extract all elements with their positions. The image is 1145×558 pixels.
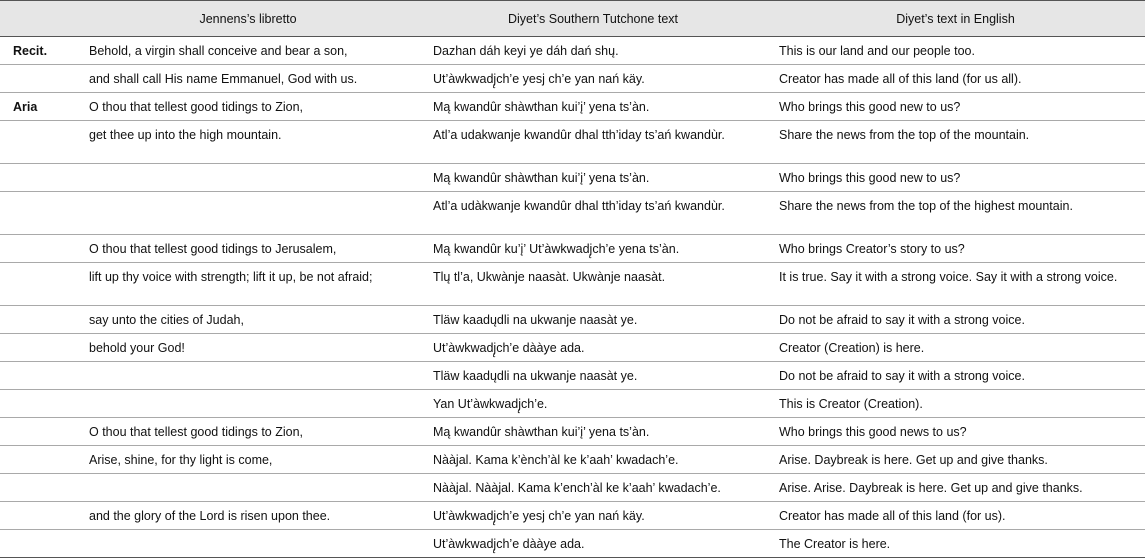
english-cell <box>766 502 1145 530</box>
english-cell-text: Creator (Creation) is here. <box>779 341 925 355</box>
libretto-cell <box>76 263 420 306</box>
header-english-text: Diyet’s text in English <box>766 1 1145 37</box>
tutchone-cell-text: Ut’àwkwadj̨ch’e dààye ada. <box>433 537 585 551</box>
section-label-cell-text: Recit. <box>13 44 48 58</box>
english-cell-text: The Creator is here. <box>779 537 891 551</box>
tutchone-cell <box>420 446 766 474</box>
libretto-cell-text: get thee up into the high mountain. <box>89 128 282 142</box>
tutchone-cell-text: Ut’àwkwadj̨ch’e dààye ada. <box>433 341 585 355</box>
libretto-cell <box>76 334 420 362</box>
header-row <box>0 1 1145 37</box>
libretto-cell-text: say unto the cities of Judah, <box>89 313 244 327</box>
section-label-cell <box>0 530 76 558</box>
english-cell-text: Creator has made all of this land (for us). <box>779 509 1006 523</box>
table-row <box>0 474 1145 502</box>
tutchone-cell-text: Nààjal. Nààjal. Kama k’ench’àl ke k’aah’ kwadach’e. <box>433 481 721 495</box>
tutchone-cell <box>420 121 766 164</box>
table-body <box>0 37 1145 558</box>
libretto-cell <box>76 93 420 121</box>
table-row <box>0 263 1145 306</box>
header-southern-tutchone-text: Diyet’s Southern Tutchone text <box>420 1 766 37</box>
table-row <box>0 446 1145 474</box>
tutchone-cell-text: Mą kwandûr ku’į’ Ut’àwkwadj̨ch’e yena ts’àn. <box>433 242 680 256</box>
libretto-cell <box>76 362 420 390</box>
english-cell <box>766 65 1145 93</box>
table-row <box>0 192 1145 235</box>
libretto-cell-text: Behold, a virgin shall conceive and bear a son, <box>89 44 348 58</box>
libretto-cell-text: and the glory of the Lord is risen upon thee. <box>89 509 331 523</box>
tutchone-cell-text: Nààjal. Kama k’ènch’àl ke k’aah’ kwadach’e. <box>433 453 679 467</box>
tutchone-cell-text: Dazhan dáh keyi ye dáh dań shų. <box>433 44 619 58</box>
libretto-cell <box>76 418 420 446</box>
section-label-cell <box>0 502 76 530</box>
libretto-cell <box>76 164 420 192</box>
english-cell-text: This is Creator (Creation). <box>779 397 923 411</box>
english-cell-text: Who brings this good news to us? <box>779 425 967 439</box>
section-label-cell <box>0 263 76 306</box>
english-cell <box>766 235 1145 263</box>
section-label-cell-text: Aria <box>13 100 38 114</box>
english-cell <box>766 164 1145 192</box>
tutchone-cell-text: Mą kwandûr shàwthan kui’į’ yena ts’àn. <box>433 425 650 439</box>
tutchone-cell <box>420 334 766 362</box>
section-label-cell <box>0 418 76 446</box>
header-section-label <box>0 1 76 37</box>
english-cell <box>766 37 1145 65</box>
english-cell-text: Arise. Daybreak is here. Get up and give thanks. <box>779 453 1048 467</box>
libretto-cell-text: O thou that tellest good tidings to Zion, <box>89 100 304 114</box>
tutchone-cell-text: Atl’a udakwanje kwandûr dhal tth’iday ts’ań kwandùr. <box>433 128 725 142</box>
libretto-cell <box>76 65 420 93</box>
english-cell <box>766 390 1145 418</box>
tutchone-cell-text: Ut’àwkwadj̨ch’e yesj ch’e yan nań käy. <box>433 72 645 86</box>
section-label-cell <box>0 334 76 362</box>
table-row <box>0 164 1145 192</box>
table-row <box>0 37 1145 65</box>
english-cell-text: Do not be afraid to say it with a strong voice. <box>779 369 1025 383</box>
english-cell-text: Who brings this good new to us? <box>779 100 961 114</box>
libretto-cell <box>76 390 420 418</box>
table-row <box>0 65 1145 93</box>
libretto-cell-text: Arise, shine, for thy light is come, <box>89 453 273 467</box>
english-cell-text: It is true. Say it with a strong voice. Say it with a strong voice. <box>779 270 1118 284</box>
tutchone-cell <box>420 530 766 558</box>
english-cell <box>766 334 1145 362</box>
english-cell <box>766 474 1145 502</box>
tutchone-cell <box>420 390 766 418</box>
table-row <box>0 418 1145 446</box>
english-cell-text: Who brings Creator’s story to us? <box>779 242 965 256</box>
table-row <box>0 362 1145 390</box>
table-row <box>0 502 1145 530</box>
tutchone-cell-text: Mą kwandûr shàwthan kui’į’ yena ts’àn. <box>433 100 650 114</box>
section-label-cell <box>0 474 76 502</box>
tutchone-cell-text: Tläw kaadųdli na ukwanje naasàt ye. <box>433 369 638 383</box>
table-row <box>0 235 1145 263</box>
english-cell-text: Share the news from the top of the mountain. <box>779 128 1030 142</box>
table-row <box>0 390 1145 418</box>
libretto-cell <box>76 446 420 474</box>
english-cell <box>766 446 1145 474</box>
english-cell-text: Do not be afraid to say it with a strong voice. <box>779 313 1025 327</box>
tutchone-cell <box>420 65 766 93</box>
tutchone-cell-text: Mą kwandûr shàwthan kui’į’ yena ts’àn. <box>433 171 650 185</box>
libretto-cell <box>76 235 420 263</box>
english-cell-text: This is our land and our people too. <box>779 44 975 58</box>
table-row <box>0 334 1145 362</box>
table-row <box>0 121 1145 164</box>
libretto-cell <box>76 37 420 65</box>
english-cell <box>766 418 1145 446</box>
tutchone-cell <box>420 263 766 306</box>
table-row <box>0 530 1145 558</box>
english-cell <box>766 93 1145 121</box>
libretto-cell-text: O thou that tellest good tidings to Zion, <box>89 425 304 439</box>
tutchone-cell-text: Yan Ut’àwkwadj̨ch’e. <box>433 397 548 411</box>
section-label-cell <box>0 121 76 164</box>
section-label-cell <box>0 164 76 192</box>
table-row <box>0 306 1145 334</box>
tutchone-cell <box>420 192 766 235</box>
header-jennens-libretto: Jennens’s libretto <box>76 1 420 37</box>
english-cell <box>766 362 1145 390</box>
section-label-cell <box>0 446 76 474</box>
english-cell <box>766 192 1145 235</box>
tutchone-cell <box>420 362 766 390</box>
english-cell-text: Arise. Arise. Daybreak is here. Get up and give thanks. <box>779 481 1083 495</box>
section-label-cell <box>0 192 76 235</box>
english-cell-text: Who brings this good new to us? <box>779 171 961 185</box>
tutchone-cell <box>420 306 766 334</box>
tutchone-cell <box>420 474 766 502</box>
english-cell-text: Share the news from the top of the highest mountain. <box>779 199 1073 213</box>
tutchone-cell-text: Atl’a udàkwanje kwandûr dhal tth’iday ts’ań kwandùr. <box>433 199 725 213</box>
libretto-cell <box>76 121 420 164</box>
tutchone-cell-text: Tlų tl’a, Ukwànje naasàt. Ukwànje naasàt. <box>433 270 666 284</box>
libretto-cell <box>76 530 420 558</box>
libretto-cell <box>76 306 420 334</box>
english-cell <box>766 306 1145 334</box>
section-label-cell <box>0 306 76 334</box>
section-label-cell <box>0 235 76 263</box>
tutchone-cell <box>420 93 766 121</box>
section-label-cell <box>0 37 76 65</box>
english-cell <box>766 530 1145 558</box>
section-label-cell <box>0 390 76 418</box>
english-cell <box>766 121 1145 164</box>
tutchone-cell <box>420 37 766 65</box>
tutchone-cell-text: Ut’àwkwadj̨ch’e yesj ch’e yan nań käy. <box>433 509 645 523</box>
libretto-cell-text: O thou that tellest good tidings to Jerusalem, <box>89 242 337 256</box>
tutchone-cell <box>420 164 766 192</box>
libretto-cell-text: lift up thy voice with strength; lift it up, be not afraid; <box>89 270 373 284</box>
section-label-cell <box>0 65 76 93</box>
libretto-cell-text: behold your God! <box>89 341 185 355</box>
table-header <box>0 1 1145 37</box>
section-label-cell <box>0 93 76 121</box>
libretto-cell <box>76 192 420 235</box>
tutchone-cell <box>420 502 766 530</box>
tutchone-cell <box>420 235 766 263</box>
table-row <box>0 93 1145 121</box>
tutchone-cell <box>420 418 766 446</box>
tutchone-cell-text: Tläw kaadųdli na ukwanje naasàt ye. <box>433 313 638 327</box>
libretto-cell-text: and shall call His name Emmanuel, God with us. <box>89 72 358 86</box>
libretto-cell <box>76 502 420 530</box>
english-cell-text: Creator has made all of this land (for us all). <box>779 72 1022 86</box>
english-cell <box>766 263 1145 306</box>
libretto-cell <box>76 474 420 502</box>
section-label-cell <box>0 362 76 390</box>
